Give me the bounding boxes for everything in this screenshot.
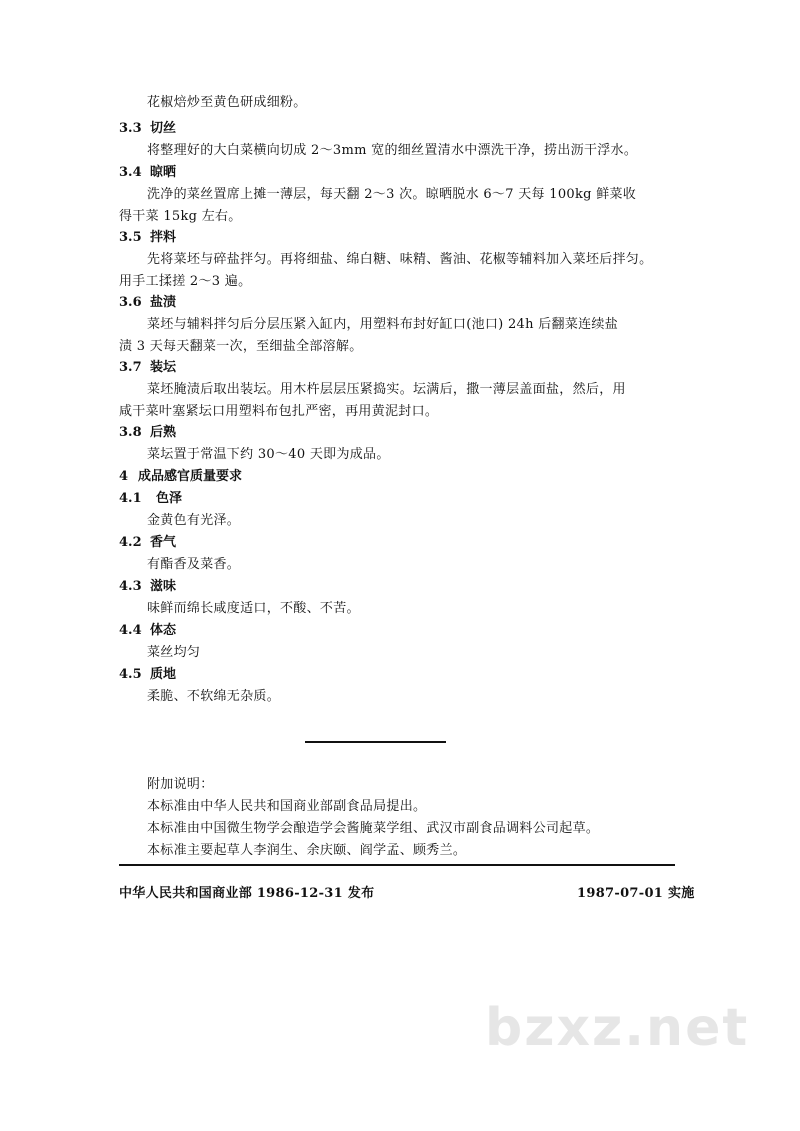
section-title: 拌料: [150, 230, 177, 245]
body-line: 菜丝均匀: [147, 645, 201, 660]
body-line: 柔脆、不软绵无杂质。: [147, 689, 281, 704]
body-line: 金黄色有光泽。: [147, 513, 241, 528]
section-number: 4.1: [119, 491, 142, 506]
section-number: 3.7: [119, 360, 142, 375]
notes-line: 本标准由中国微生物学会酿造学会酱腌菜学组、武汉市副食品调料公司起草。: [147, 821, 600, 836]
section-title: 质地: [150, 667, 177, 682]
section-number: 4.4: [119, 623, 142, 638]
section-title: 盐渍: [150, 295, 177, 310]
notes-line: 本标准主要起草人李润生、余庆颐、阎学孟、顾秀兰。: [147, 843, 467, 858]
section-title: 色泽: [156, 491, 183, 506]
body-line: 味鲜而绵长咸度适口，不酸、不苦。: [147, 601, 360, 616]
body-line: 得干菜 15kg 左右。: [119, 209, 242, 224]
section-number: 3.8: [119, 425, 142, 440]
section-number: 3.6: [119, 295, 142, 310]
footer-divider: [119, 864, 675, 866]
section-number: 4.5: [119, 667, 142, 682]
body-line: 花椒焙炒至黄色研成细粉。: [147, 95, 307, 110]
section-title: 晾晒: [150, 165, 177, 180]
section-title: 装坛: [150, 360, 177, 375]
section-title: 体态: [150, 623, 177, 638]
section-number: 4: [119, 469, 129, 484]
end-divider: [305, 741, 446, 743]
section-title: 后熟: [150, 425, 177, 440]
section-number: 3.3: [119, 121, 142, 136]
body-line: 菜坛置于常温下约 30～40 天即为成品。: [147, 447, 390, 462]
footer-issued: 中华人民共和国商业部 1986-12-31 发布: [119, 886, 375, 901]
body-line: 咸干菜叶塞紧坛口用塑料布包扎严密，再用黄泥封口。: [119, 404, 439, 419]
body-line: 用手工揉搓 2～3 遍。: [119, 274, 252, 289]
body-line: 渍 3 天每天翻菜一次，至细盐全部溶解。: [119, 339, 363, 354]
notes-line: 本标准由中华人民共和国商业部副食品局提出。: [147, 799, 427, 814]
section-title: 成品感官质量要求: [138, 469, 243, 484]
body-line: 洗净的菜丝置席上摊一薄层，每天翻 2～3 次。晾晒脱水 6～7 天每 100kg 鲜菜收: [147, 187, 637, 202]
section-number: 4.3: [119, 579, 142, 594]
section-title: 香气: [150, 535, 177, 550]
notes-title: 附加说明：: [147, 777, 214, 792]
footer-effective: 1987-07-01 实施: [577, 886, 695, 901]
body-line: 有酯香及菜香。: [147, 557, 241, 572]
section-title: 滋味: [150, 579, 177, 594]
section-number: 3.5: [119, 230, 142, 245]
watermark-logo: bzxz.net: [485, 998, 750, 1058]
body-line: 将整理好的大白菜横向切成 2～3mm 宽的细丝置清水中漂洗干净，捞出沥干浮水。: [147, 143, 638, 158]
body-line: 菜坯与辅料拌匀后分层压紧入缸内，用塑料布封好缸口(池口) 24h 后翻菜连续盐: [147, 317, 619, 332]
section-number: 4.2: [119, 535, 142, 550]
body-line: 先将菜坯与碎盐拌匀。再将细盐、绵白糖、味精、酱油、花椒等辅料加入菜坯后拌匀。: [147, 252, 653, 267]
section-title: 切丝: [150, 121, 177, 136]
body-line: 菜坯腌渍后取出装坛。用木杵层层压紧捣实。坛满后，撒一薄层盖面盐，然后，用: [147, 382, 626, 397]
section-number: 3.4: [119, 165, 142, 180]
